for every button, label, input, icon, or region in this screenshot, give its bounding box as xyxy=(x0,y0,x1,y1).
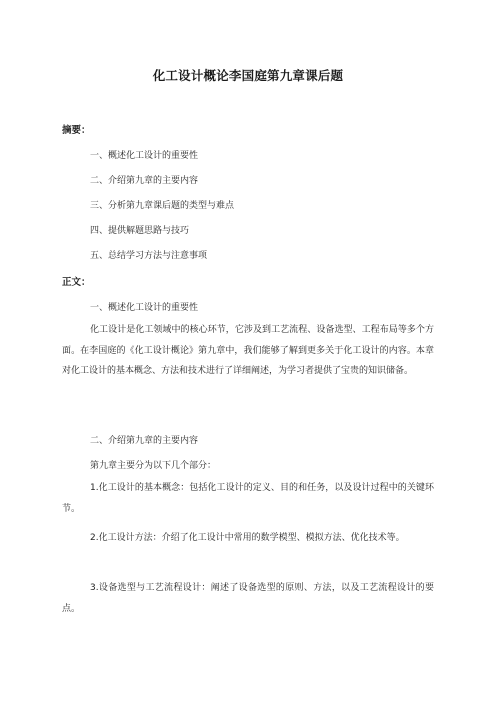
section-heading: 二、介绍第九章的主要内容 xyxy=(90,436,199,446)
outline-item: 五、总结学习方法与注意事项 xyxy=(90,251,208,261)
list-item: 1.化工设计的基本概念：包括化工设计的定义、目的和任务，以及设计过程中的关键环节。 xyxy=(62,483,434,514)
outline-item: 一、概述化工设计的重要性 xyxy=(90,151,199,161)
body-label: 正文： xyxy=(62,277,91,288)
outline-item: 四、提供解题思路与技巧 xyxy=(90,226,190,236)
abstract-label: 摘要： xyxy=(62,125,91,136)
list-item: 3.设备选型与工艺流程设计：阐述了设备选型的原则、方法，以及工艺流程设计的要点。 xyxy=(62,583,434,614)
list-item: 2.化工设计方法：介绍了化工设计中常用的数学模型、模拟方法、优化技术等。 xyxy=(90,533,405,543)
section-heading: 一、概述化工设计的重要性 xyxy=(90,303,199,313)
section-paragraph: 化工设计是化工领域中的核心环节，它涉及到工艺流程、设备选型、工程布局等多个方面。在李国庭的《化工设计概论》第九章中，我们能够了解到更多关于化工设计的内容。本章对化工设计的基本概念、方法和技术进行了详细阐述，为学习者提供了宝贵的知识储备。 xyxy=(62,325,434,376)
outline-item: 二、介绍第九章的主要内容 xyxy=(90,176,199,186)
section-intro: 第九章主要分为以下几个部分： xyxy=(90,461,217,471)
outline-item: 三、分析第九章课后题的类型与难点 xyxy=(90,201,235,211)
document-title: 化工设计概论李国庭第九章课后题 xyxy=(152,68,344,83)
